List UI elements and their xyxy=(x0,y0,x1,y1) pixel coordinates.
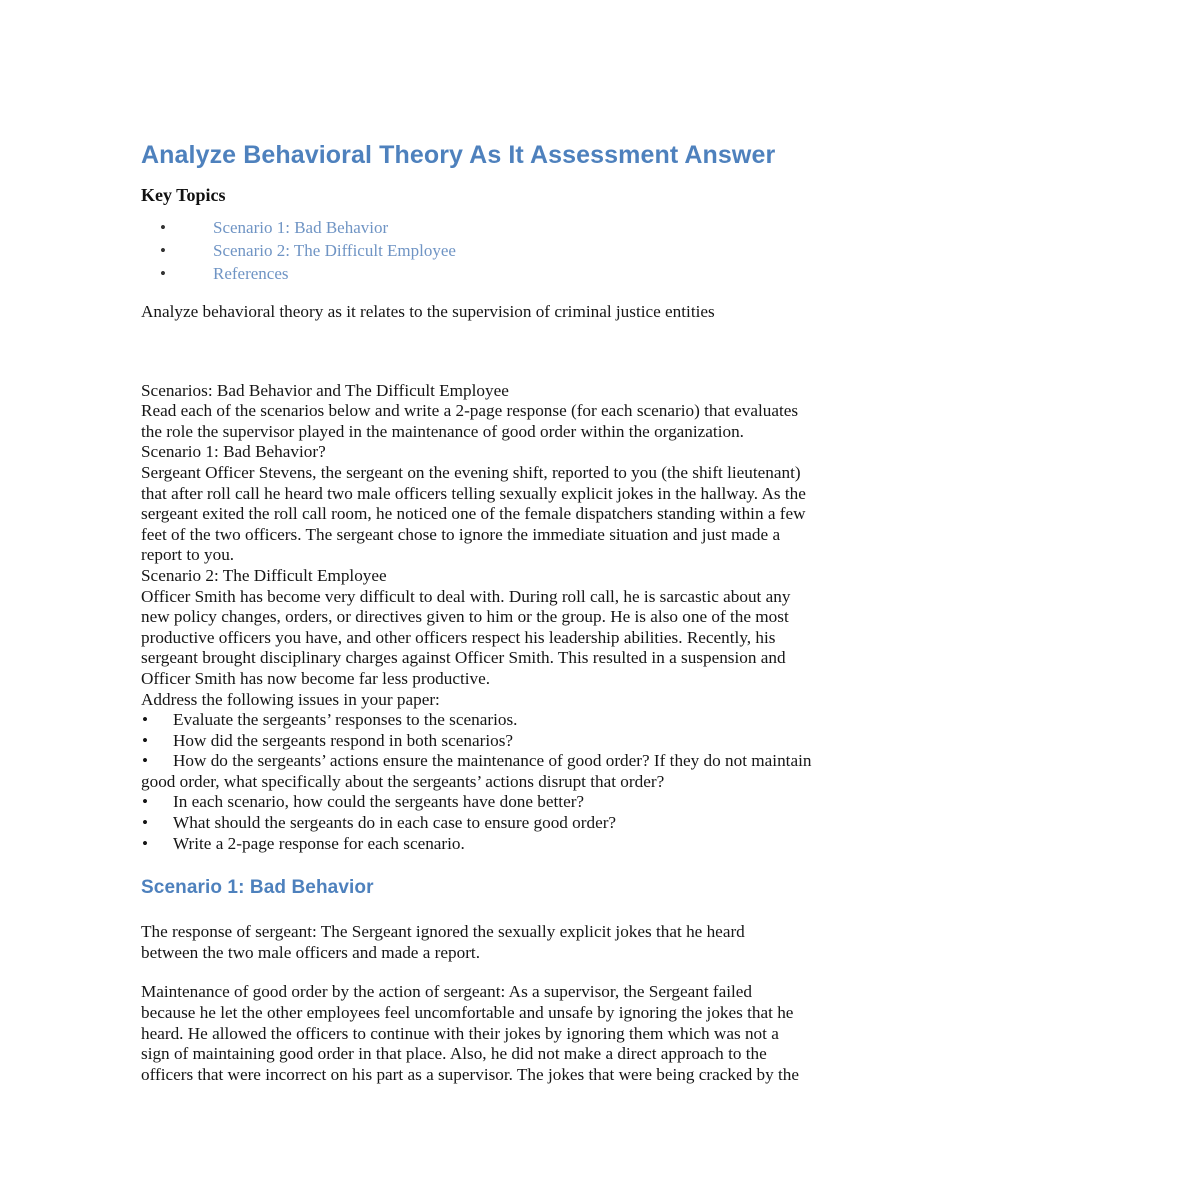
spacer xyxy=(141,323,1060,381)
paragraph-line: between the two male officers and made a report. xyxy=(141,942,480,962)
list-item xyxy=(141,813,1060,834)
issue-text-continuation: good order, what specifically about the sergeants’ actions disrupt that order? xyxy=(141,771,665,791)
issue-text: What should the sergeants do in each case to ensure good order? xyxy=(173,813,617,833)
assignment-line: Officer Smith has become very difficult to deal with. During roll call, he is sarcastic about any xyxy=(141,586,791,606)
issue-text: In each scenario, how could the sergeants have done better? xyxy=(173,792,585,812)
issue-text: How do the sergeants’ actions ensure the maintenance of good order? If they do not maintain xyxy=(173,751,812,771)
assignment-line: feet of the two officers. The sergeant chose to ignore the immediate situation and just made a xyxy=(141,524,781,544)
list-item xyxy=(141,751,1060,792)
toc-link-scenario-2[interactable]: Scenario 2: The Difficult Employee xyxy=(213,241,456,260)
intro-line: Analyze behavioral theory as it relates to the supervision of criminal justice entities xyxy=(141,302,715,321)
assignment-line: sergeant brought disciplinary charges against Officer Smith. This resulted in a suspension and xyxy=(141,648,786,668)
assignment-line: new policy changes, orders, or directives given to him or the group. He is also one of the most xyxy=(141,607,789,627)
bullet-icon: • xyxy=(142,730,149,750)
paragraph-line: Maintenance of good order by the action of sergeant: As a supervisor, the Sergeant failed xyxy=(141,982,753,1002)
issue-text: Evaluate the sergeants’ responses to the scenarios. xyxy=(173,710,518,730)
issues-list xyxy=(141,710,1060,854)
scenario-1-paragraph-2 xyxy=(141,982,1060,1085)
bullet-icon: • xyxy=(160,241,166,260)
assignment-line: report to you. xyxy=(141,545,235,565)
assignment-line: productive officers you have, and other officers respect his leadership abilities. Recently, his xyxy=(141,627,776,647)
issue-text: How did the sergeants respond in both scenarios? xyxy=(173,730,514,750)
assignment-line: Scenario 2: The Difficult Employee xyxy=(141,565,387,585)
assignment-line: Address the following issues in your paper: xyxy=(141,689,440,709)
list-item xyxy=(141,731,1060,752)
paragraph-line: because he let the other employees feel uncomfortable and unsafe by ignoring the jokes that he xyxy=(141,1003,794,1023)
bullet-icon: • xyxy=(142,833,149,853)
toc-link-references[interactable]: References xyxy=(213,264,289,283)
issue-text: Write a 2-page response for each scenario. xyxy=(173,833,465,853)
list-item xyxy=(141,710,1060,731)
key-topics-label: Key Topics xyxy=(141,185,226,205)
list-item[interactable] xyxy=(141,239,1060,262)
page-title: Analyze Behavioral Theory As It Assessment Answer xyxy=(141,141,776,169)
key-topics-list xyxy=(141,216,1060,285)
bullet-icon: • xyxy=(142,792,149,812)
paragraph-line: sign of maintaining good order in that place. Also, he did not make a direct approach to the xyxy=(141,1044,767,1064)
assignment-line: sergeant exited the roll call room, he noticed one of the female dispatchers standing within a few xyxy=(141,504,806,524)
paragraph-line: The response of sergeant: The Sergeant ignored the sexually explicit jokes that he heard xyxy=(141,922,745,942)
bullet-icon: • xyxy=(142,813,149,833)
list-item xyxy=(141,834,1060,855)
list-item xyxy=(141,792,1060,813)
assignment-line: Sergeant Officer Stevens, the sergeant on the evening shift, reported to you (the shift lieutenant) xyxy=(141,462,801,482)
bullet-icon: • xyxy=(142,751,149,771)
bullet-icon: • xyxy=(160,218,166,237)
assignment-line: Officer Smith has now become far less productive. xyxy=(141,668,491,688)
paragraph-line: officers that were incorrect on his part as a supervisor. The jokes that were being cracked by the xyxy=(141,1064,799,1084)
paragraph-line: heard. He allowed the officers to continue with their jokes by ignoring them which was not a xyxy=(141,1023,779,1043)
list-item[interactable] xyxy=(141,262,1060,285)
section-heading-scenario-1: Scenario 1: Bad Behavior xyxy=(141,877,374,899)
bullet-icon: • xyxy=(160,264,166,283)
assignment-line: Read each of the scenarios below and write a 2-page response (for each scenario) that evaluates xyxy=(141,401,799,421)
list-item[interactable] xyxy=(141,216,1060,239)
bullet-icon: • xyxy=(142,710,149,730)
toc-link-scenario-1[interactable]: Scenario 1: Bad Behavior xyxy=(213,218,389,237)
assignment-line: Scenarios: Bad Behavior and The Difficult Employee xyxy=(141,380,509,400)
assignment-line: Scenario 1: Bad Behavior? xyxy=(141,442,326,462)
assignment-block xyxy=(141,381,1060,711)
scenario-1-paragraph-1 xyxy=(141,922,1060,963)
assignment-line: the role the supervisor played in the maintenance of good order within the organization. xyxy=(141,421,744,441)
assignment-line: that after roll call he heard two male officers telling sexually explicit jokes in the hallway. As the xyxy=(141,483,806,503)
